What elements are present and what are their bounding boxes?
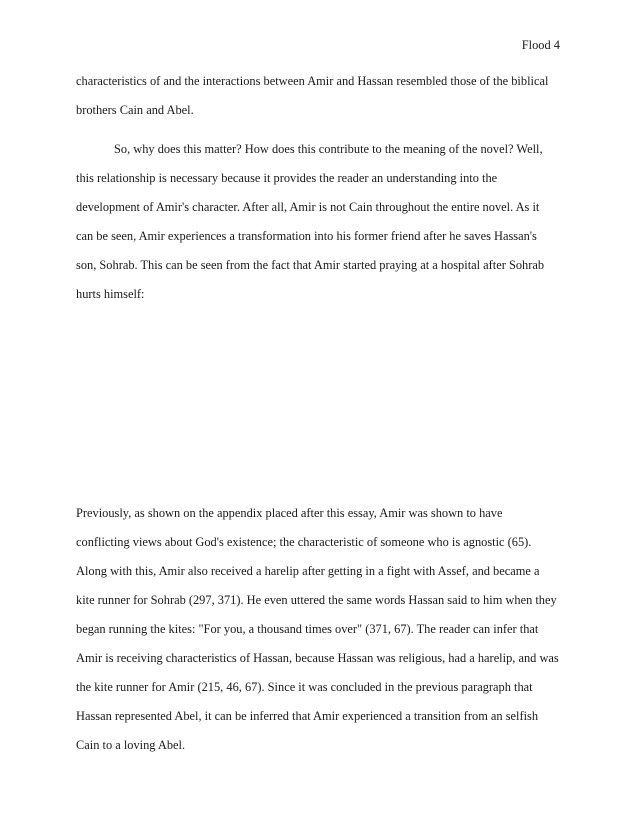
paragraph-3-line-3: Along with this, Amir also received a harelip after getting in a fight with Assef, and became a	[76, 564, 540, 578]
paragraph-2-line-2: this relationship is necessary because it provides the reader an understanding into the	[76, 171, 498, 185]
paragraph-3-line-6: Amir is receiving characteristics of Hassan, because Hassan was religious, had a harelip, and was	[76, 651, 559, 665]
paragraph-3-line-4: kite runner for Sohrab (297, 371). He even uttered the same words Hassan said to him when they	[76, 593, 557, 607]
paragraph-3-line-5: began running the kites: "For you, a thousand times over" (371, 67). The reader can infer that	[76, 622, 539, 636]
paragraph-3-line-7: the kite runner for Amir (215, 46, 67). Since it was concluded in the previous paragraph that	[76, 680, 533, 694]
paragraph-2-line-4: can be seen, Amir experiences a transformation into his former friend after he saves Hassan's	[76, 229, 537, 243]
paragraph-1-line-1: characteristics of and the interactions between Amir and Hassan resembled those of the biblical	[76, 74, 549, 88]
paragraph-3-line-9: Cain to a loving Abel.	[76, 738, 186, 752]
paragraph-2-line-3: development of Amir's character. After all, Amir is not Cain throughout the entire novel. As it	[76, 200, 540, 214]
paragraph-3-line-1: Previously, as shown on the appendix placed after this essay, Amir was shown to have	[76, 506, 503, 520]
paragraph-3-line-8: Hassan represented Abel, it can be inferred that Amir experienced a transition from an selfish	[76, 709, 539, 723]
paragraph-3-line-2: conflicting views about God's existence; the characteristic of someone who is agnostic (65).	[76, 535, 532, 549]
paragraph-2-line-5: son, Sohrab. This can be seen from the fact that Amir started praying at a hospital after Sohrab	[76, 258, 545, 272]
paragraph-1-line-2: brothers Cain and Abel.	[76, 103, 194, 117]
page-number-header: Flood 4	[521, 38, 560, 52]
paragraph-2-line-6: hurts himself:	[76, 287, 145, 301]
paragraph-2-line-1: So, why does this matter? How does this contribute to the meaning of the novel? Well,	[114, 142, 543, 156]
